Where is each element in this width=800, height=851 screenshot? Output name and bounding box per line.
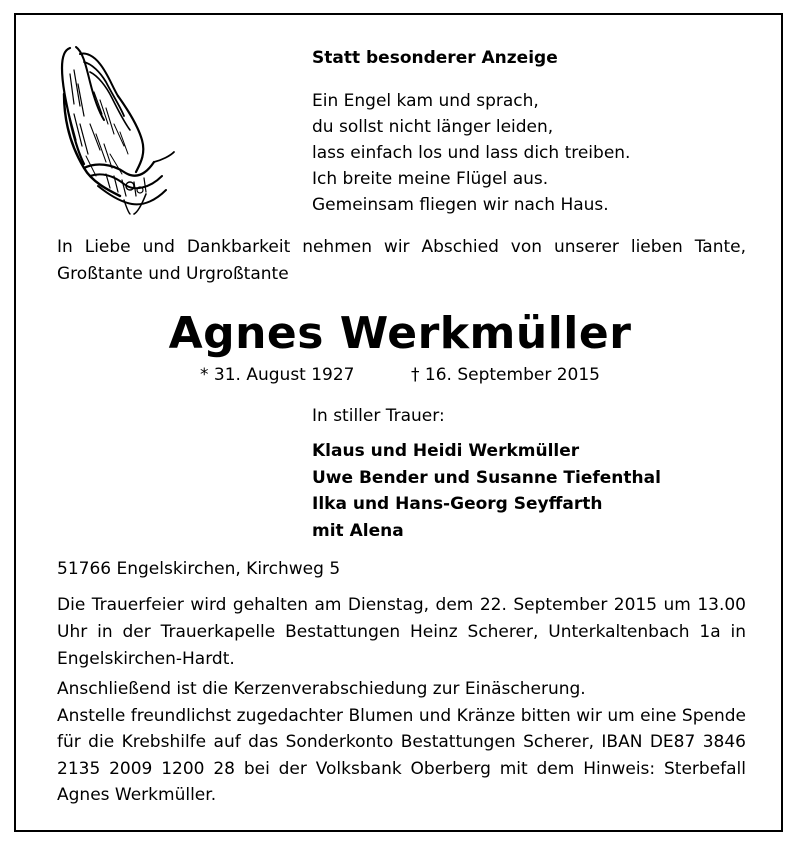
death-date: † 16. September 2015 [411,365,600,385]
intro-text: In Liebe und Dankbarkeit nehmen wir Abschied von unserer lieben Tante, Großtante und Urgroßtante [57,237,746,284]
poem-line: du sollst nicht länger leiden, [312,117,554,137]
donation-text: Anstelle freundlichst zugedachter Blumen und Kränze bitten wir um eine Spende für die Krebshilfe auf das Sonderkonto Bestattungen Scherer, IBAN DE87 3846 2135 2009 1200 28 bei der Volksbank Oberberg mit dem Hinweis: Sterbefall Agnes Werkmüller. [57,705,746,805]
closing-text [57,676,746,809]
mourner-name: Klaus und Heidi Werkmüller [312,441,580,461]
poem [312,88,630,218]
notice-header: Statt besonderer Anzeige [312,48,558,68]
mourner-name: Uwe Bender und Susanne Tiefenthal [312,467,661,488]
funeral-info: Die Trauerfeier wird gehalten am Dienstag, dem 22. September 2015 um 13.00 Uhr in der Trauerkapelle Bestattungen Heinz Scherer, Unterkaltenbach 1a in Engelskirchen-Hardt. [57,595,746,669]
poem-line: Gemeinsam fliegen wir nach Haus. [312,195,609,215]
mourner-name: mit Alena [312,520,404,541]
praying-hands-icon [50,44,176,216]
mourning-label: In stiller Trauer: [312,406,445,426]
deceased-name: Agnes Werkmüller [168,308,632,359]
birth-date: * 31. August 1927 [200,365,355,385]
poem-line: lass einfach los und lass dich treiben. [312,143,631,163]
poem-line: Ein Engel kam und sprach, [312,91,539,111]
mourners-list [312,438,661,544]
closing-line: Anschließend ist die Kerzenverabschiedung zur Einäscherung. [57,679,586,699]
address: 51766 Engelskirchen, Kirchweg 5 [57,559,341,579]
mourner-name: Ilka und Hans-Georg Seyffarth [312,494,603,514]
poem-line: Ich breite meine Flügel aus. [312,169,549,189]
